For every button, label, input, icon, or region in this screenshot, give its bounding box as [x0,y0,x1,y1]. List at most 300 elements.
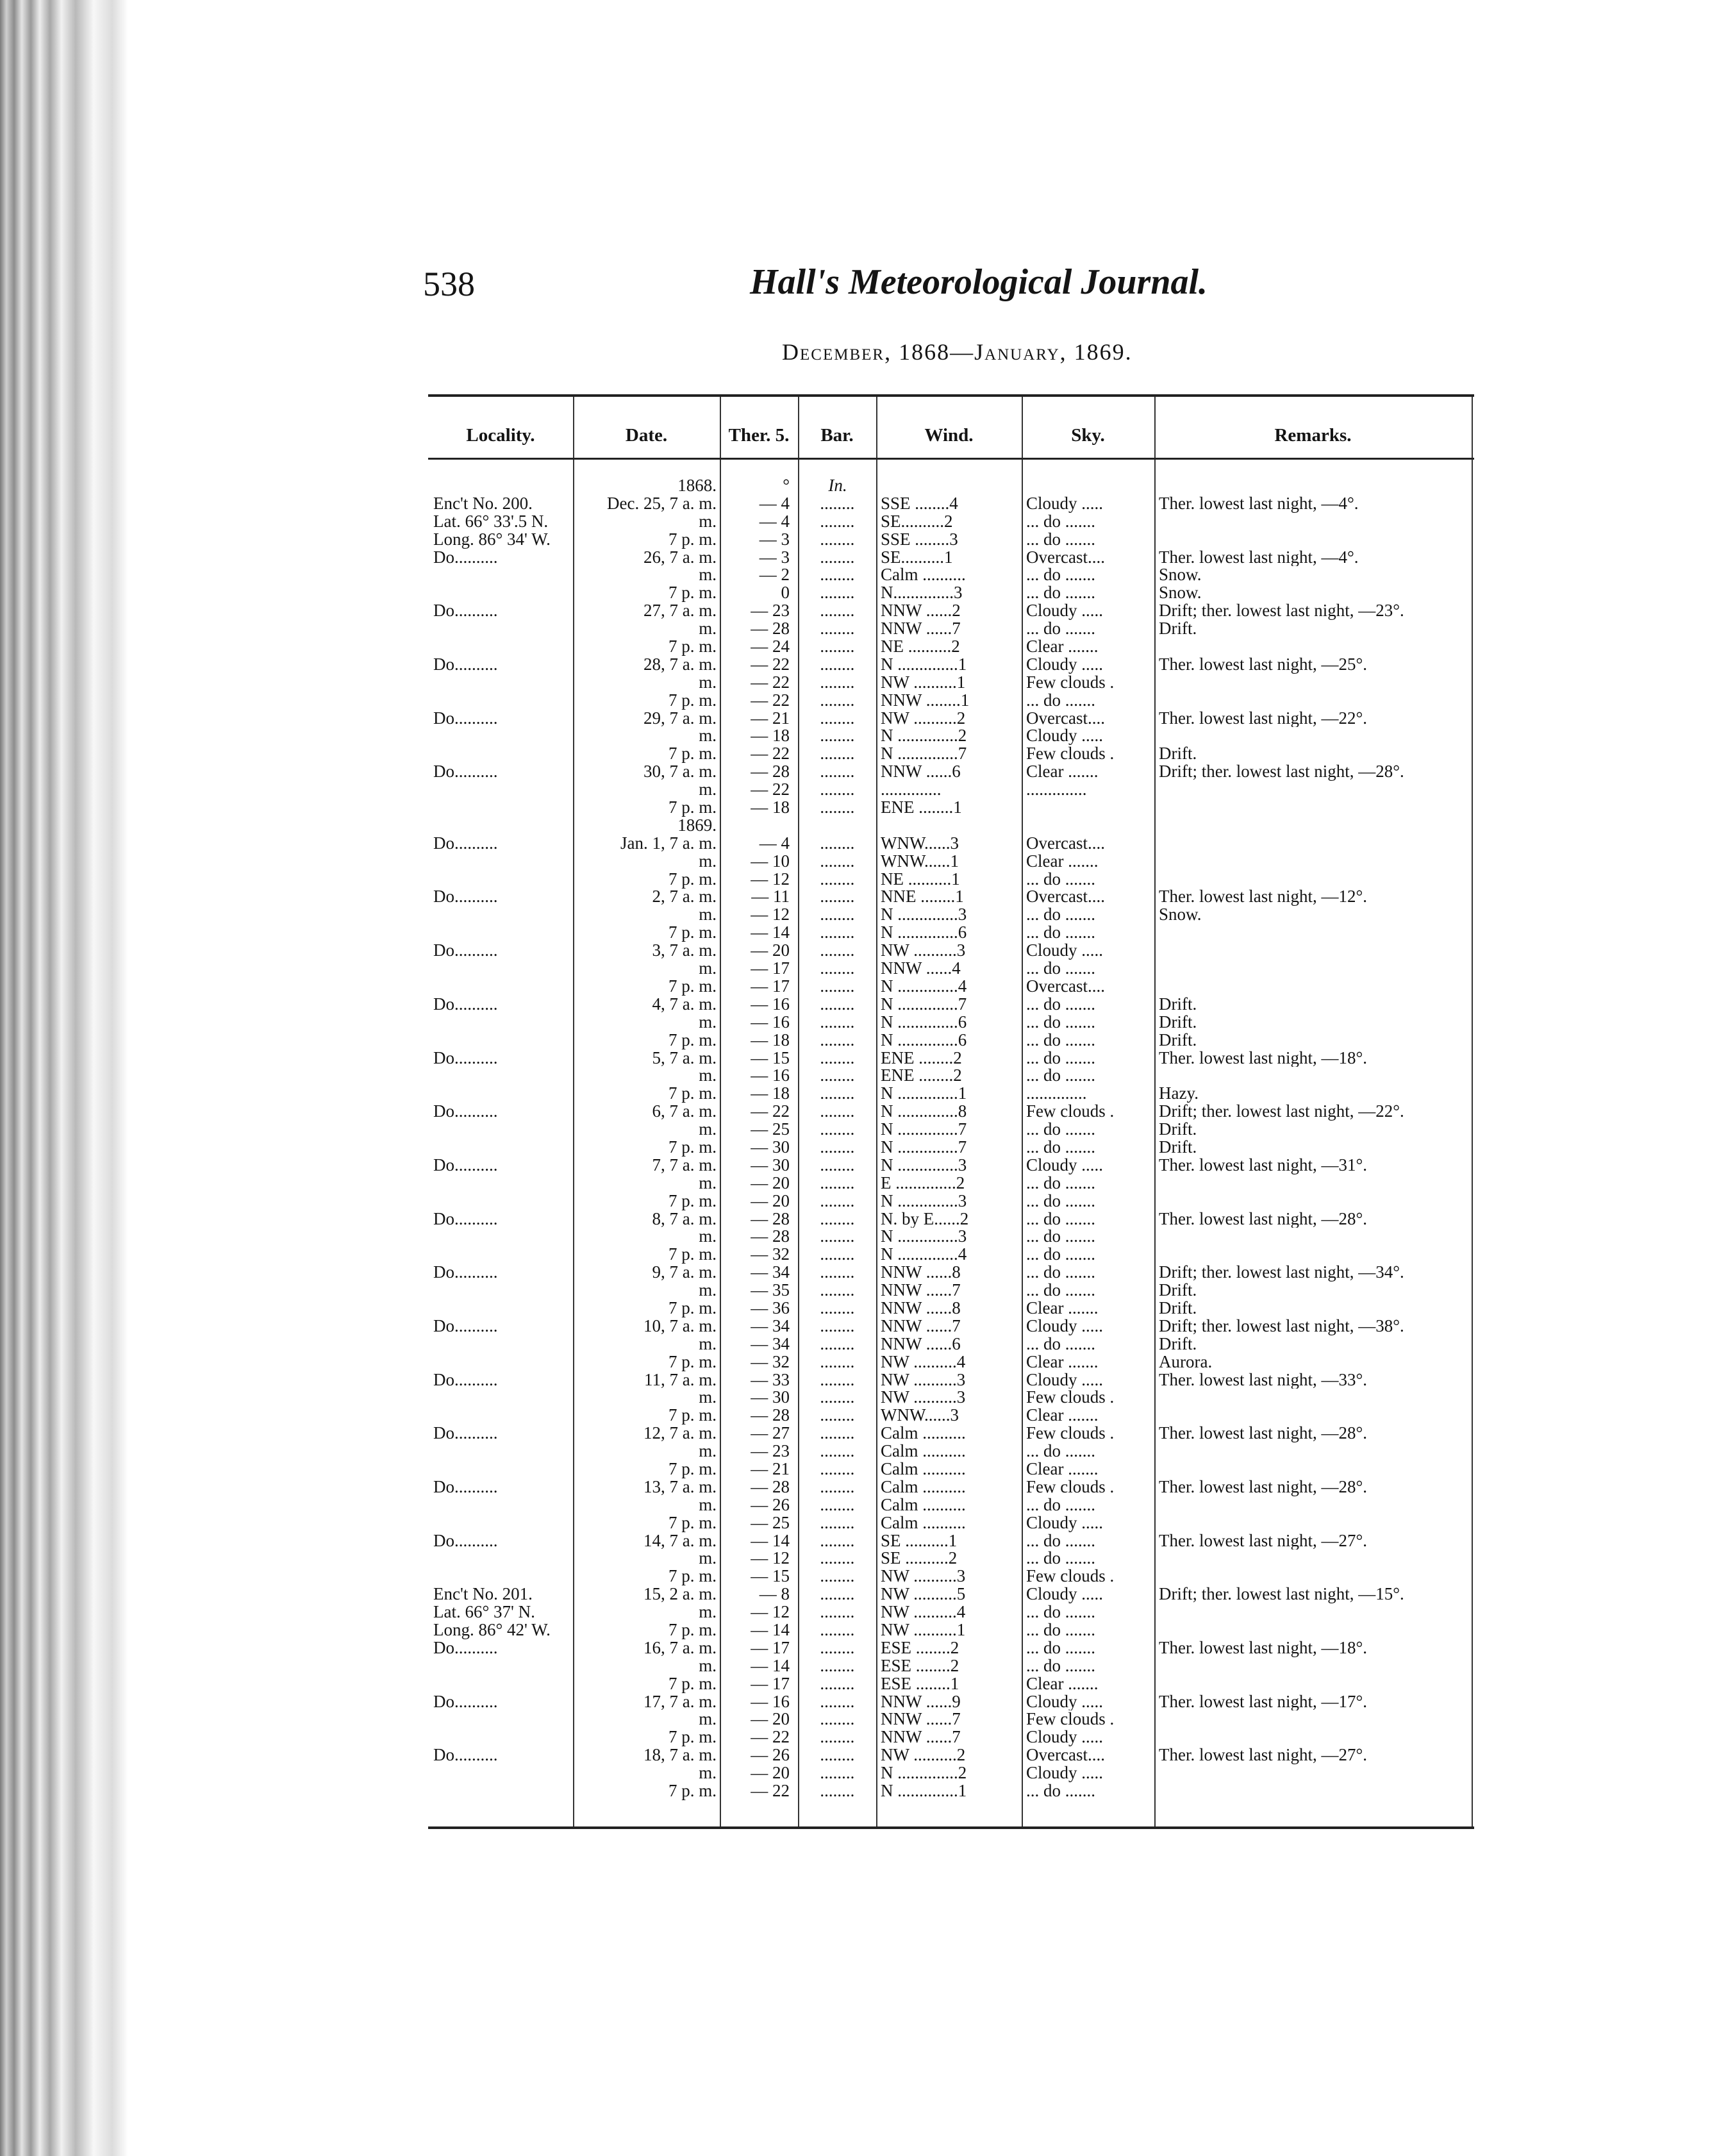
date-cell: 4, 7 a. m. [652,995,717,1014]
remarks-cell: Drift; ther. lowest last night, —22°. [1159,1103,1404,1121]
table-row [428,1532,1474,1550]
barometer-cell: ........ [820,942,855,960]
sky-cell: Cloudy ..... [1026,602,1104,621]
thermometer-cell: — 22 [751,745,790,764]
thermometer-cell: — 18 [751,799,790,817]
remarks-cell: Drift. [1159,1031,1197,1049]
sky-cell: ... do ....... [1026,620,1095,639]
sky-cell: Overcast.... [1026,1746,1105,1765]
wind-cell: ESE ........2 [881,1657,959,1675]
thermometer-cell: — 4 [759,834,790,853]
date-cell: m. [699,512,717,531]
barometer-cell: ........ [820,709,855,728]
date-cell: m. [699,1710,717,1729]
table-row [428,781,1474,799]
thermometer-cell: — 28 [751,620,790,639]
barometer-cell: ........ [820,1049,855,1067]
thermometer-cell: — 3 [759,530,790,549]
barometer-cell: ........ [820,1728,855,1747]
table-row [428,674,1474,692]
wind-cell: NNW ......9 [881,1692,961,1711]
barometer-cell: ........ [820,1425,855,1443]
sky-cell: ... do ....... [1026,1013,1095,1032]
table-row [428,1049,1474,1067]
thermometer-cell: — 8 [759,1585,790,1604]
barometer-cell: ........ [820,781,855,799]
locality-cell: Enc't No. 200. [433,494,533,513]
barometer-cell: ........ [820,1138,855,1157]
sky-cell: ... do ....... [1026,1603,1095,1622]
sky-cell: Clear ....... [1026,763,1099,781]
wind-cell: NNW ......7 [881,1728,961,1747]
remarks-cell: Drift; ther. lowest last night, —34°. [1159,1264,1404,1282]
sky-cell: Clear ....... [1026,638,1099,656]
sky-cell: Overcast.... [1026,709,1105,728]
sky-cell: ... do ....... [1026,1174,1095,1192]
wind-cell: Calm .......... [881,1425,966,1443]
remarks-cell: Ther. lowest last night, —17°. [1159,1692,1368,1711]
sky-cell: ... do ....... [1026,1264,1095,1282]
date-cell: 7 p. m. [668,1192,717,1210]
wind-cell: SSE ........4 [881,494,958,513]
sky-cell: Few clouds . [1026,1103,1115,1121]
wind-cell: NE ..........1 [881,870,960,889]
date-cell: 13, 7 a. m. [643,1478,717,1496]
thermometer-cell: — 18 [751,727,790,746]
wind-cell: NNW ......7 [881,1710,961,1729]
wind-cell: NE ..........2 [881,638,960,656]
sky-cell: Clear ....... [1026,1460,1099,1478]
table-row [428,1407,1474,1425]
date-cell: 1868. [677,477,717,495]
date-cell: 7 p. m. [668,799,717,817]
sky-cell: Cloudy ..... [1026,1317,1104,1335]
sky-cell: Cloudy ..... [1026,1371,1104,1389]
table-row [428,1353,1474,1371]
date-cell: 12, 7 a. m. [643,1425,717,1443]
remarks-cell: Ther. lowest last night, —18°. [1159,1049,1368,1067]
date-cell: 28, 7 a. m. [643,655,717,674]
date-cell: 7 p. m. [668,1675,717,1693]
header-barometer: Bar. [820,424,854,446]
header-sky: Sky. [1071,424,1105,446]
table-row [428,906,1474,924]
header-date: Date. [625,424,668,446]
table-row [428,692,1474,710]
date-cell: 7 p. m. [668,1299,717,1317]
thermometer-cell: — 21 [751,709,790,728]
date-cell: 7 p. m. [668,1138,717,1157]
sky-cell: ... do ....... [1026,691,1095,710]
table-row [428,1657,1474,1675]
sky-cell: Clear ....... [1026,1299,1099,1317]
locality-cell: Do.......... [433,1049,498,1067]
barometer-cell: ........ [820,1478,855,1496]
thermometer-cell: — 27 [751,1425,790,1443]
date-cell: 8, 7 a. m. [652,1210,717,1228]
wind-cell: SE ..........2 [881,1550,958,1568]
date-cell: 7 p. m. [668,691,717,710]
thermometer-cell: — 32 [751,1246,790,1264]
table-row [428,620,1474,638]
thermometer-cell: — 28 [751,1407,790,1425]
remarks-cell: Ther. lowest last night, —18°. [1159,1639,1368,1657]
thermometer-cell: — 22 [751,781,790,799]
barometer-cell: ........ [820,1621,855,1639]
thermometer-cell: — 17 [751,977,790,996]
thermometer-cell: — 23 [751,1442,790,1460]
thermometer-cell: — 22 [751,655,790,674]
running-title: Hall's Meteorological Journal. [750,262,1208,302]
sky-cell: Few clouds . [1026,1478,1115,1496]
sky-cell: ... do ....... [1026,1550,1095,1568]
wind-cell: NW ..........3 [881,1389,966,1407]
remarks-cell: Ther. lowest last night, —33°. [1159,1371,1368,1389]
date-cell: 7 p. m. [668,1782,717,1800]
thermometer-cell: — 3 [759,548,790,567]
barometer-cell: ........ [820,566,855,585]
thermometer-cell: — 34 [751,1335,790,1353]
sky-cell: Overcast.... [1026,834,1105,853]
table-row [428,960,1474,978]
barometer-cell: ........ [820,888,855,907]
barometer-cell: ........ [820,548,855,567]
remarks-cell: Drift. [1159,1299,1197,1317]
thermometer-cell: — 28 [751,1210,790,1228]
meteorological-table [428,394,1474,1829]
thermometer-cell: — 16 [751,1013,790,1032]
wind-cell: N ..............6 [881,1031,967,1049]
thermometer-cell: — 17 [751,960,790,978]
remarks-cell: Drift. [1159,1121,1197,1139]
table-row [428,1192,1474,1210]
barometer-cell: ........ [820,494,855,513]
thermometer-cell: — 22 [751,1782,790,1800]
wind-cell: N ..............1 [881,1085,967,1103]
table-row [428,477,1474,495]
wind-cell: SSE ........3 [881,530,958,549]
thermometer-cell: — 15 [751,1567,790,1586]
barometer-cell: ........ [820,620,855,639]
wind-cell: ENE ........1 [881,799,962,817]
sky-cell: Few clouds . [1026,1425,1115,1443]
date-cell: 7 p. m. [668,638,717,656]
date-cell: 14, 7 a. m. [643,1532,717,1550]
remarks-cell: Drift; ther. lowest last night, —38°. [1159,1317,1404,1335]
remarks-cell: Drift. [1159,1282,1197,1299]
date-cell: m. [699,727,717,746]
thermometer-cell: — 30 [751,1156,790,1174]
locality-cell: Do.......... [433,1746,498,1765]
barometer-cell: ........ [820,1174,855,1192]
thermometer-cell: — 30 [751,1138,790,1157]
barometer-cell: ........ [820,1335,855,1353]
barometer-cell: ........ [820,852,855,871]
remarks-cell: Snow. [1159,906,1202,924]
barometer-cell: ........ [820,584,855,603]
wind-cell: N ..............3 [881,906,967,924]
thermometer-cell: — 20 [751,1764,790,1783]
barometer-cell: ........ [820,1317,855,1335]
date-cell: 3, 7 a. m. [652,942,717,960]
wind-cell: .............. [881,781,942,799]
barometer-cell: ........ [820,870,855,889]
table-row [428,1085,1474,1103]
date-cell: 7 p. m. [668,924,717,942]
thermometer-cell: — 20 [751,942,790,960]
sky-cell: ... do ....... [1026,530,1095,549]
thermometer-cell: — 25 [751,1121,790,1139]
barometer-cell: ........ [820,1442,855,1460]
locality-cell: Do.......... [433,888,498,907]
thermometer-cell: — 22 [751,673,790,692]
thermometer-cell: — 18 [751,1085,790,1103]
wind-cell: NNW ......6 [881,1335,961,1353]
barometer-cell: ........ [820,1067,855,1085]
remarks-cell: Ther. lowest last night, —27°. [1159,1532,1368,1550]
barometer-cell: ........ [820,1085,855,1103]
wind-cell: NNW ......8 [881,1264,961,1282]
sky-cell: Few clouds . [1026,1389,1115,1407]
table-row [428,1335,1474,1353]
sky-cell: ... do ....... [1026,584,1095,603]
table-row [428,817,1474,835]
remarks-cell: Drift. [1159,1013,1197,1032]
barometer-cell: ........ [820,655,855,674]
thermometer-cell: — 12 [751,1550,790,1568]
locality-cell: Long. 86° 42' W. [433,1621,551,1639]
remarks-cell: Drift. [1159,745,1197,764]
date-cell: m. [699,566,717,585]
wind-cell: NNW ......7 [881,1282,961,1299]
sky-cell: ... do ....... [1026,1138,1095,1157]
barometer-cell: ........ [820,906,855,924]
thermometer-cell: — 20 [751,1192,790,1210]
barometer-cell: ........ [820,1282,855,1299]
wind-cell: N ..............1 [881,655,967,674]
remarks-cell: Ther. lowest last night, —31°. [1159,1156,1368,1174]
barometer-cell: ........ [820,763,855,781]
sky-cell: ... do ....... [1026,1335,1095,1353]
date-cell: m. [699,781,717,799]
wind-cell: SE ..........1 [881,1532,958,1550]
table-body [428,477,1474,1800]
locality-cell: Lat. 66° 37' N. [433,1603,535,1622]
header-rule [428,458,1474,460]
table-row [428,1693,1474,1711]
table-row [428,566,1474,584]
thermometer-cell: — 12 [751,906,790,924]
barometer-cell: ........ [820,1567,855,1586]
thermometer-cell: 0 [781,584,790,603]
table-row [428,871,1474,889]
wind-cell: N ..............7 [881,745,967,764]
sky-cell: ... do ....... [1026,1246,1095,1264]
barometer-cell: ........ [820,691,855,710]
wind-cell: NNW ......6 [881,763,961,781]
barometer-cell: ........ [820,1550,855,1568]
remarks-cell: Ther. lowest last night, —22°. [1159,709,1368,728]
wind-cell: N ..............3 [881,1192,967,1210]
sky-cell: ... do ....... [1026,1067,1095,1085]
barometer-cell: ........ [820,1692,855,1711]
wind-cell: NW ..........3 [881,942,966,960]
date-cell: 27, 7 a. m. [643,602,717,621]
header-locality: Locality. [466,424,535,446]
table-row [428,763,1474,781]
wind-cell: N ..............1 [881,1782,967,1800]
date-cell: m. [699,1442,717,1460]
thermometer-cell: — 34 [751,1264,790,1282]
thermometer-cell: — 2 [759,566,790,585]
table-row [428,513,1474,531]
barometer-cell: ........ [820,1782,855,1800]
barometer-cell: ........ [820,1156,855,1174]
sky-cell: Cloudy ..... [1026,1692,1104,1711]
wind-cell: N ..............3 [881,1228,967,1246]
table-row [428,835,1474,853]
barometer-cell: ........ [820,1710,855,1729]
wind-cell: Calm .......... [881,1460,966,1478]
locality-cell: Lat. 66° 33'.5 N. [433,512,549,531]
wind-cell: Calm .......... [881,1496,966,1514]
date-cell: 5, 7 a. m. [652,1049,717,1067]
table-row [428,1121,1474,1139]
date-cell: m. [699,620,717,639]
remarks-cell: Ther. lowest last night, —12°. [1159,888,1368,907]
sky-cell: Overcast.... [1026,977,1105,996]
table-row [428,1157,1474,1174]
sky-cell: ... do ....... [1026,1782,1095,1800]
remarks-cell: Drift. [1159,620,1197,639]
date-cell: 17, 7 a. m. [643,1692,717,1711]
locality-cell: Enc't No. 201. [433,1585,533,1604]
sky-cell: Few clouds . [1026,745,1115,764]
date-cell: m. [699,960,717,978]
wind-cell: NW ..........3 [881,1567,966,1586]
date-cell: 11, 7 a. m. [644,1371,717,1389]
locality-cell: Do.......... [433,834,498,853]
barometer-cell: ........ [820,1228,855,1246]
wind-cell: N ..............8 [881,1103,967,1121]
barometer-cell: ........ [820,1299,855,1317]
date-cell: m. [699,1657,717,1675]
table-row [428,1389,1474,1407]
table-row [428,495,1474,513]
date-cell: 30, 7 a. m. [643,763,717,781]
header-wind: Wind. [924,424,974,446]
barometer-cell: ........ [820,1514,855,1532]
date-cell: 7 p. m. [668,1621,717,1639]
wind-cell: N ..............4 [881,977,967,996]
remarks-cell: Drift. [1159,1138,1197,1157]
date-cell: 29, 7 a. m. [643,709,717,728]
date-cell: 26, 7 a. m. [643,548,717,567]
locality-cell: Long. 86° 34' W. [433,530,551,549]
sky-cell: ... do ....... [1026,512,1095,531]
barometer-cell: ........ [820,1407,855,1425]
wind-cell: ESE ........1 [881,1675,959,1693]
locality-cell: Do.......... [433,709,498,728]
table-row [428,1299,1474,1317]
thermometer-cell: — 17 [751,1675,790,1693]
barometer-cell: ........ [820,1657,855,1675]
barometer-cell: ........ [820,977,855,996]
remarks-cell: Drift; ther. lowest last night, —28°. [1159,763,1404,781]
date-cell: 1869. [677,816,717,835]
table-row [428,1710,1474,1728]
table-row [428,1550,1474,1567]
barometer-cell: ........ [820,1031,855,1049]
remarks-cell: Drift; ther. lowest last night, —15°. [1159,1585,1404,1604]
table-row [428,888,1474,906]
date-cell: 7 p. m. [668,870,717,889]
table-row [428,1317,1474,1335]
locality-cell: Do.......... [433,1639,498,1657]
wind-cell: WNW......3 [881,834,959,853]
sky-cell: Cloudy ..... [1026,494,1104,513]
locality-cell: Do.......... [433,1317,498,1335]
remarks-cell: Ther. lowest last night, —28°. [1159,1478,1368,1496]
sky-cell: ... do ....... [1026,566,1095,585]
header-thermometer: Ther. 5. [728,424,790,446]
date-cell: 9, 7 a. m. [652,1264,717,1282]
sky-cell: Overcast.... [1026,548,1105,567]
barometer-cell: ........ [820,924,855,942]
table-row [428,1675,1474,1693]
wind-cell: N. by E......2 [881,1210,969,1228]
date-cell: m. [699,1603,717,1622]
table-row [428,745,1474,763]
remarks-cell: Snow. [1159,566,1202,585]
date-cell: m. [699,1174,717,1192]
date-cell: 7 p. m. [668,1085,717,1103]
wind-cell: SE..........1 [881,548,953,567]
table-row [428,1371,1474,1389]
thermometer-cell: — 14 [751,924,790,942]
table-row [428,531,1474,549]
barometer-cell: ........ [820,1746,855,1765]
wind-cell: NNW ......2 [881,602,961,621]
locality-cell: Do.......... [433,1478,498,1496]
date-cell: m. [699,1228,717,1246]
remarks-cell: Ther. lowest last night, —28°. [1159,1425,1368,1443]
table-row [428,1496,1474,1514]
barometer-cell: In. [828,477,847,495]
barometer-cell: ........ [820,799,855,817]
wind-cell: N ..............4 [881,1246,967,1264]
thermometer-cell: ° [783,477,790,495]
table-row [428,1442,1474,1460]
wind-cell: Calm .......... [881,1514,966,1532]
sky-cell: Cloudy ..... [1026,1156,1104,1174]
sky-cell: Overcast.... [1026,888,1105,907]
table-row [428,1603,1474,1621]
thermometer-cell: — 17 [751,1639,790,1657]
thermometer-cell: — 4 [759,494,790,513]
date-cell: 7 p. m. [668,1728,717,1747]
remarks-cell: Drift; ther. lowest last night, —23°. [1159,602,1404,621]
thermometer-cell: — 22 [751,1728,790,1747]
sky-cell: ... do ....... [1026,1442,1095,1460]
remarks-cell: Ther. lowest last night, —28°. [1159,1210,1368,1228]
wind-cell: NW ..........1 [881,673,966,692]
wind-cell: NW ..........1 [881,1621,966,1639]
wind-cell: NW ..........2 [881,709,966,728]
barometer-cell: ........ [820,1460,855,1478]
date-cell: 6, 7 a. m. [652,1103,717,1121]
barometer-cell: ........ [820,834,855,853]
